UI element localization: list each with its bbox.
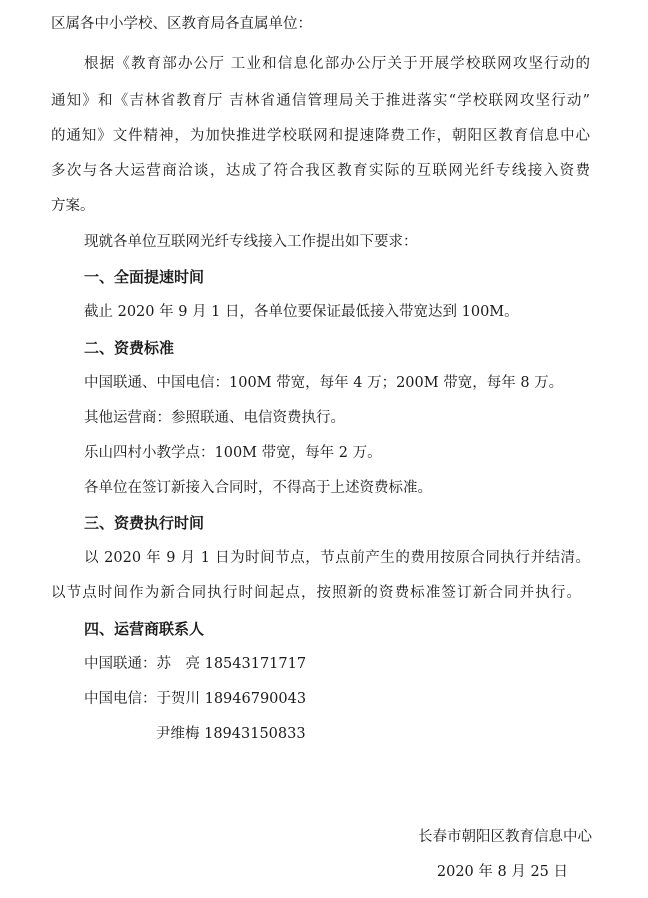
fees-line-1: 中国联通、中国电信：100M 带宽，每年 4 万；200M 带宽，每年 8 万。 (84, 375, 564, 391)
section-heading-execution: 三、资费执行时间 (84, 514, 205, 532)
execution-line-1: 以 2020 年 9 月 1 日为时间节点，节点前产生的费用按原合同执行并结清。 (84, 550, 590, 566)
contact-unicom: 中国联通：苏 亮 18543171717 (84, 656, 307, 672)
requirements-intro: 现就各单位互联网光纤专线接入工作提出如下要求： (84, 234, 418, 250)
intro-line-2: 通知》和《吉林省教育厅 吉林省通信管理局关于推进落实“学校联网攻坚行动” (51, 93, 590, 109)
section-heading-fees: 二、资费标准 (84, 339, 175, 357)
intro-line-1: 根据《教育部办公厅 工业和信息化部办公厅关于开展学校联网攻坚行动的 (84, 56, 590, 72)
section-speedup-text: 截止 2020 年 9 月 1 日，各单位要保证最低接入带宽达到 100M。 (84, 304, 519, 320)
execution-line-2: 以节点时间作为新合同执行时间起点，按照新的资费标准签订新合同并执行。 (51, 585, 581, 601)
salutation: 区属各中小学校、区教育局各直属单位： (51, 16, 312, 32)
intro-line-5: 方案。 (51, 198, 95, 214)
fees-line-2: 其他运营商：参照联通、电信资费执行。 (84, 410, 345, 426)
intro-line-4: 多次与各大运营商洽谈，达成了符合我区教育实际的互联网光纤专线接入资费 (51, 163, 590, 179)
fees-line-4: 各单位在签订新接入合同时，不得高于上述资费标准。 (84, 480, 432, 496)
fees-line-3: 乐山四村小教学点：100M 带宽，每年 2 万。 (84, 445, 382, 461)
section-heading-speedup: 一、全面提速时间 (84, 268, 205, 286)
signature-date: 2020 年 8 月 25 日 (436, 864, 568, 880)
section-heading-contacts: 四、运营商联系人 (84, 620, 205, 638)
signature-organization: 长春市朝阳区教育信息中心 (418, 829, 592, 845)
intro-line-3: 的通知》文件精神，为加快推进学校联网和提速降费工作，朝阳区教育信息中心 (51, 128, 590, 144)
contact-telecom: 中国电信：于贺川 18946790043 (84, 691, 307, 707)
contact-telecom-second: 尹维梅 18943150833 (156, 726, 306, 742)
